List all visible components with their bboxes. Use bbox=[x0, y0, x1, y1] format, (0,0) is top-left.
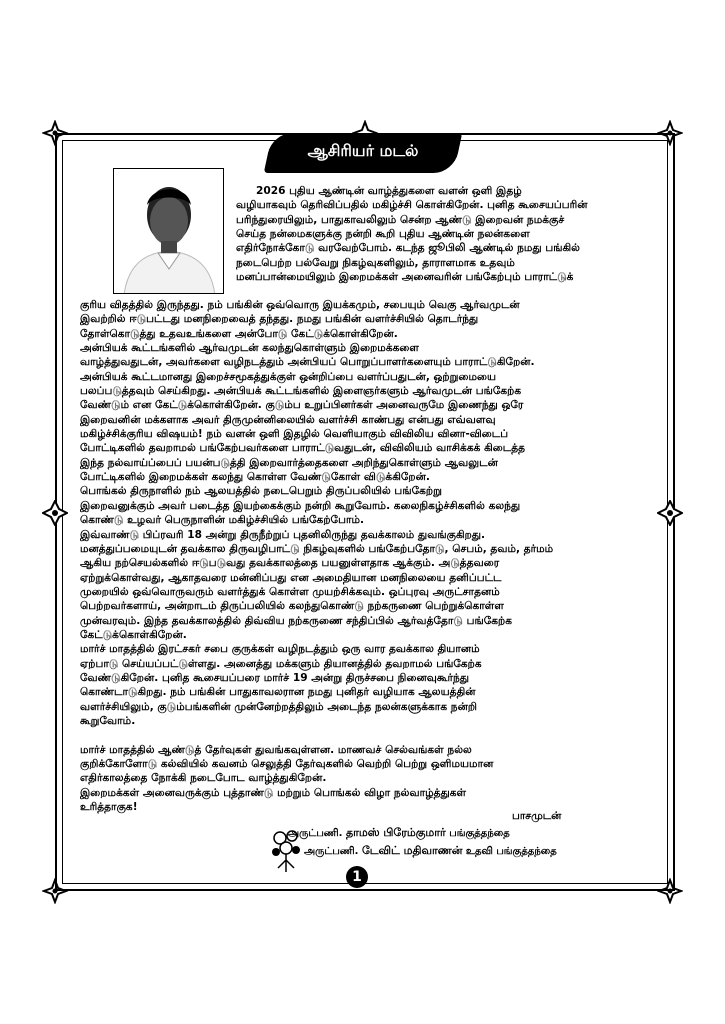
text-line: மகிழ்ச்சிக்குரிய விஷயம்! நம் வளன் ஒளி இதழில் வெளியாகும் விவிலிய வினா-விடைப் bbox=[80, 428, 509, 441]
text-line: இவற்றில் ஈடுபட்டது மனநிறைவைத் தந்தது. நமது பங்கின் வளர்ச்சியில் தொடர்ந்து bbox=[80, 313, 479, 326]
text-line: வேண்டும் என கேட்டுக்கொள்கிறேன். குடும்ப உறுப்பினர்கள் அனைவருமே இணைந்து ஒரே bbox=[80, 399, 524, 412]
corner-ornament-icon bbox=[657, 120, 683, 146]
text-line: முன்வரவும். இந்த தவக்காலத்தில் திவ்விய நற்கருணை சந்திப்பில் ஆர்வத்தோடு பங்கேற்க bbox=[80, 614, 513, 627]
signature-role: உதவி பங்குத்தந்தை bbox=[465, 846, 557, 857]
text-line: கூறுவோம். bbox=[80, 714, 136, 727]
text-line: வாழ்த்துவதுடன், அவர்களை வழிநடத்தும் அன்பியப் பொறுப்பாளர்களையும் பாராட்டுகிறேன். bbox=[80, 356, 535, 369]
text-line: போட்டிகளில் இறைமக்கள் கலந்து கொள்ள வேண்டுகோள் விடுக்கிறேன். bbox=[80, 471, 430, 484]
text-line: எதிர்நோக்கோடு வரவேற்போம். கடந்த ஜூபிலி ஆண்டில் நமது பங்கில் bbox=[236, 242, 580, 255]
signature-role: பங்குத்தந்தை bbox=[449, 828, 510, 839]
text-line: கொண்டு உழவர் பெருநாளின் மகிழ்ச்சியில் பங்கேற்போம். bbox=[80, 514, 365, 527]
text-line: ஏற்பாடு செய்யப்பட்டுள்ளது. அனைத்து மக்களும் தியானத்தில் தவறாமல் பங்கேற்க bbox=[80, 657, 482, 670]
signature-block bbox=[288, 824, 557, 860]
corner-ornament-icon bbox=[42, 878, 68, 904]
text-line: ஆகிய நற்செயல்களில் ஈடுபடுவது தவக்காலத்தை பயனுள்ளதாக ஆக்கும். அடுத்தவரை bbox=[80, 557, 500, 570]
closing-regards: பாசமுடன் bbox=[512, 810, 562, 822]
text-line: மனத்துப்பமையுடன் தவக்கால திருவழிபாட்டு நிகழ்வுகளில் பங்கேற்பதோடு, செபம், தவம், தர்மம் bbox=[80, 542, 554, 555]
text-line: நடைபெற்ற பல்வேறு நிகழ்வுகளிலும், தாராளமாக உதவும் bbox=[236, 256, 515, 269]
text-line: உரித்தாகுக! bbox=[80, 801, 138, 814]
text-line: இறைவனின் மக்களாக அவர் திருமுன்னிலையில் வளர்ச்சி காண்பது என்பது எவ்வளவு bbox=[80, 413, 496, 426]
signature-first bbox=[288, 824, 557, 842]
text-line: குரிய விதத்தில் இருந்தது. நம் பங்கின் ஒவ்வொரு இயக்கமும், சபையும் வெகு ஆர்வமுடன் bbox=[80, 299, 520, 311]
corner-ornament-icon bbox=[657, 878, 683, 904]
text-line: குறிக்கோளோடு கல்வியில் கவனம் செலுத்தி தேர்வுகளில் வெற்றி பெற்று ஒளிமயமான bbox=[80, 758, 494, 770]
body-text bbox=[80, 298, 620, 814]
side-ornament-icon bbox=[657, 500, 683, 526]
text-line: எதிர்காலத்தை நோக்கி நடைபோட வாழ்த்துகிறேன். bbox=[80, 772, 327, 785]
signature-name: தாமஸ் பிரேம்குமார் bbox=[345, 826, 446, 839]
text-line: முறையில் ஒவ்வொருவரும் வளர்த்துக் கொள்ள முயற்சிக்கவும். ஒப்புரவு அருட்சாதனம் bbox=[80, 585, 500, 598]
text-line: இறைமக்கள் அனைவருக்கும் புத்தாண்டு மற்றும் பொங்கல் விழா நல்வாழ்த்துகள் bbox=[80, 786, 467, 799]
text-line: ஏற்றுக்கொள்வது, ஆகாதவரை மன்னிப்பது என அமைதியான மனநிலையை தனிப்பட்ட bbox=[80, 571, 502, 584]
signature-second bbox=[288, 842, 557, 860]
author-photo bbox=[113, 168, 224, 294]
page-number: 1 bbox=[346, 866, 368, 888]
corner-ornament-icon bbox=[42, 120, 68, 146]
text-line: அன்பியக் கூட்டங்களில் ஆர்வமுடன் கலந்துகொள்ளும் இறைமக்களை bbox=[80, 342, 419, 355]
text-line: வளர்ச்சியிலும், குடும்பங்களின் முன்னேற்றத்திலும் அடைந்த நலன்களுக்காக நன்றி bbox=[80, 700, 477, 713]
text-line: கேட்டுக்கொள்கிறேன். bbox=[80, 628, 187, 641]
text-line: 2026 புதிய ஆண்டின் வாழ்த்துகளை வளன் ஒளி இதழ் bbox=[256, 185, 522, 197]
text-line: பொங்கல் திருநாளில் நம் ஆலயத்தில் நடைபெறும் திருப்பலியில் பங்கேற்று bbox=[80, 485, 442, 498]
text-line: இவ்வாண்டு பிப்ரவரி 18 அன்று திருநீற்றுப் புதனிலிருந்து தவக்காலம் துவங்குகிறது. bbox=[80, 528, 486, 541]
text-line: வழியாகவும் தெரிவிப்பதில் மகிழ்ச்சி கொள்கிறேன். புனித கூசையப்பரின் bbox=[236, 199, 588, 212]
text-line: பரிந்துரையிலும், பாதுகாவலிலும் சென்ற ஆண்டு இறைவன் நமக்குச் bbox=[236, 213, 565, 226]
text-line: போட்டிகளில் தவறாமல் பங்கேற்பவர்களை பாராட்டுவதுடன், விவிலியம் வாசிக்கக் கிடைத்த bbox=[80, 442, 526, 455]
text-line: அன்பியக் கூட்டமானது இறைச்சமூகத்துக்குள் ஒன்றிப்பை வளர்ப்பதுடன், ஒற்றுமையை bbox=[80, 370, 497, 383]
text-line: வேண்டுகிறேன். புனித கூசையப்பரை மார்ச் 19 அன்று திருச்சபை நினைவுகூர்ந்து bbox=[80, 671, 470, 684]
page-title: ஆசிரியர் மடல் bbox=[307, 141, 419, 160]
side-ornament-icon bbox=[42, 500, 68, 526]
text-line: மனப்பான்மையிலும் இறைமக்கள் அனைவரின் பங்கேற்பும் பாராட்டுக் bbox=[236, 271, 574, 284]
text-line: இந்த நல்வாய்ப்பைப் பயன்படுத்தி இறைவார்த்தைகளை அறிந்துகொள்ளும் ஆவலுடன் bbox=[80, 456, 498, 469]
text-line: தோள்கொடுத்து உதவஉங்களை அன்போடு கேட்டுக்கொள்கிறேன். bbox=[80, 327, 398, 340]
text-line: மார்ச் மாதத்தில் ஆண்டுத் தேர்வுகள் துவங்கவுள்ளன. மாணவச் செல்வங்கள் நல்ல bbox=[80, 743, 472, 756]
portrait-illustration bbox=[114, 169, 224, 294]
text-line bbox=[80, 728, 620, 742]
text-line: மார்ச் மாதத்தில் இரட்சகர் சபை குருக்கள் வழிநடத்தும் ஒரு வார தவக்கால தியானம் bbox=[80, 643, 480, 656]
text-line: பலப்படுத்தவும் செய்கிறது. அன்பியக் கூட்டங்களில் இளைஞர்களும் ஆர்வமுடன் பங்கேற்க bbox=[80, 385, 522, 398]
text-line: இறைவனுக்கும் அவர் படைத்த இயற்கைக்கும் நன்றி கூறுவோம். கலைநிகழ்ச்சிகளில் கலந்து bbox=[80, 499, 521, 512]
text-line: செய்த நன்மைகளுக்கு நன்றி கூறி புதிய ஆண்டின் நலன்களை bbox=[236, 228, 530, 241]
text-line: கொண்டாடுகிறது. நம் பங்கின் பாதுகாவலரான நமது புனிதர் வழியாக ஆலயத்தின் bbox=[80, 686, 476, 699]
text-line: பெற்றவர்களாய், அன்றாடம் திருப்பலியில் கலந்துகொண்டு நற்கருணை பெற்றுக்கொள்ள bbox=[80, 600, 504, 613]
signature-prefix: அருட்பணி. bbox=[288, 828, 343, 839]
intro-paragraph bbox=[236, 184, 616, 284]
signature-name: டேவிட் மதிவாணன் bbox=[361, 844, 463, 857]
signature-prefix: அருட்பணி. bbox=[304, 846, 359, 857]
